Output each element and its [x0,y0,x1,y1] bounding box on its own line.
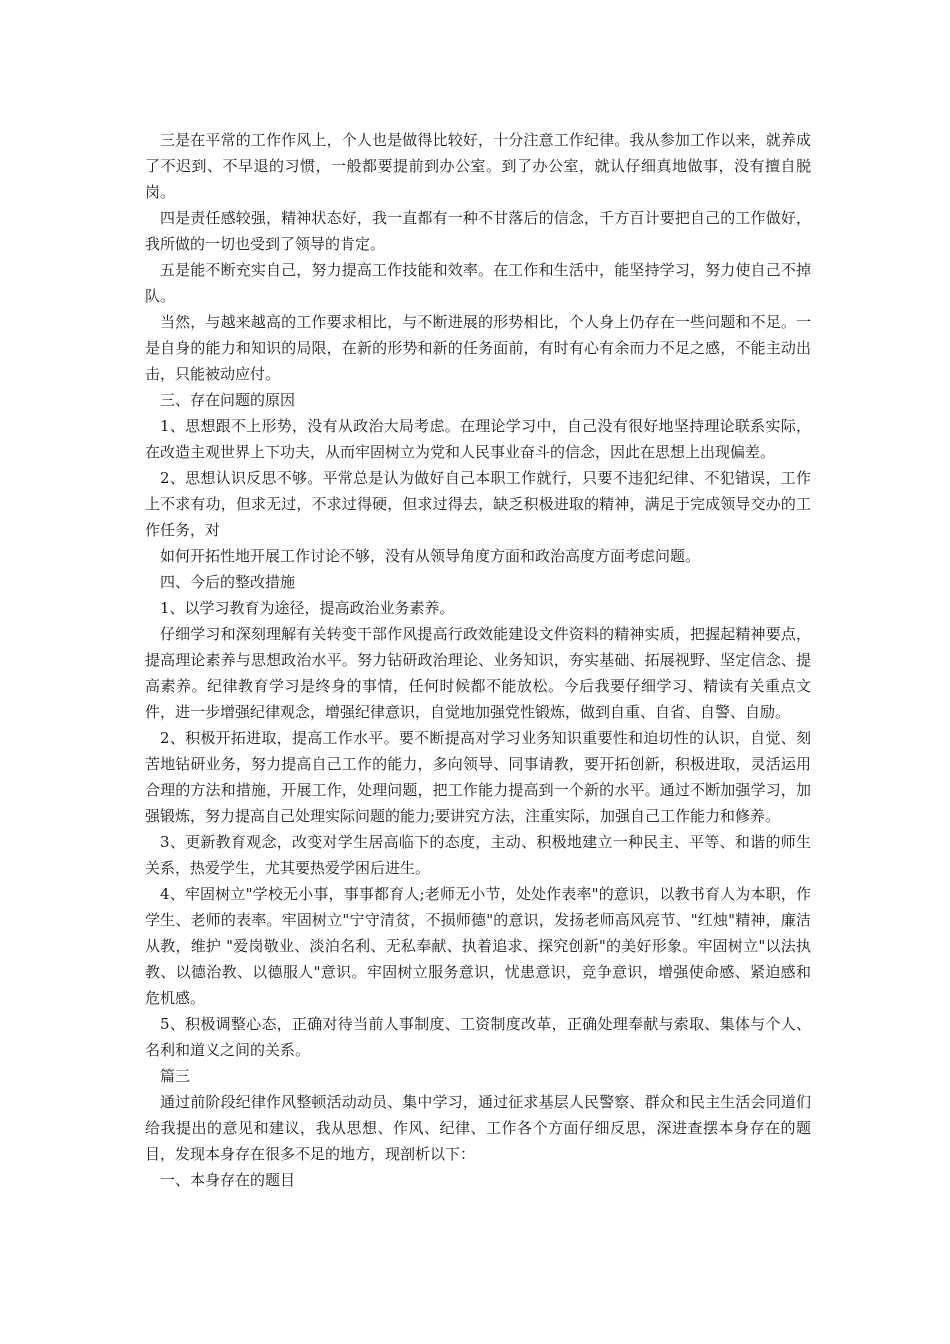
paragraph-measure-1-body: 仔细学习和深刻理解有关转变干部作风提高行政效能建设文件资料的精神实质，把握起精神要点，提高理论素养与思想政治水平。努力钻研政治理论、业务知识，夯实基础、拓展视野、坚定信念、提高素养。纪律教育学习是终身的事情，任何时候都不能放松。今后我要仔细学习、精读有关重点文件，进一步增强纪律观念，增强纪律意识，自觉地加强党性锻炼，做到自重、自省、自警、自励。 [145,625,811,721]
paragraph-cause-2-continued: 如何开拓性地开展工作讨论不够，没有从领导角度方面和政治高度方面考虑问题。 [160,547,701,565]
heading-existing-problems: 一、本身存在的题目 [160,1171,296,1189]
paragraph-cause-2: 2、思想认识反思不够。平常总是认为做好自己本职工作就行，只要不违犯纪律、不犯错误，工作上不求有功，但求无过，不求过得硬，但求过得去，缺乏积极进取的精神，满足于完成领导交办的工作任务，对 [145,469,811,539]
paragraph-measure-5: 5、积极调整心态，正确对待当前人事制度、工资制度改革，正确处理奉献与索取、集体与个人、名利和道义之间的关系。 [145,1015,811,1059]
paragraph-part-three-intro: 通过前阶段纪律作风整顿活动动员、集中学习，通过征求基层人民警察、群众和民主生活会同道们给我提出的意见和建议，我从思想、作风、纪律、工作各个方面仔细反思，深进查摆本身存在的题目，发现本身存在很多不足的地方，现剖析以下： [145,1093,811,1163]
paragraph-measure-4: 4、牢固树立"学校无小事，事事都育人;老师无小节，处处作表率"的意识，以教书育人为本职，作学生、老师的表率。牢固树立"宁守清贫，不损师德"的意识，发扬老师高风亮节、"红烛"精神，廉洁从教，维护 "爱岗敬业、淡泊名利、无私奉献、执着追求、探究创新"的美好形象。牢固树立"以法执教、以德治教、以德服人"意识。牢固树立服务意识，忧患意识，竞争意识，增强使命感、紧迫感和危机感。 [145,885,811,1007]
paragraph-responsibility: 四是责任感较强，精神状态好，我一直都有一种不甘落后的信念，千方百计要把自己的工作做好，我所做的一切也受到了领导的肯定。 [145,209,811,253]
paragraph-self-improvement: 五是能不断充实自己，努力提高工作技能和效率。在工作和生活中，能坚持学习，努力使自己不掉队。 [145,261,811,305]
heading-rectification-measures: 四、今后的整改措施 [160,573,296,591]
paragraph-measure-3: 3、更新教育观念，改变对学生居高临下的态度，主动、积极地建立一种民主、平等、和谐的师生关系，热爱学生，尤其要热爱学困后进生。 [145,833,811,877]
paragraph-shortcomings: 当然，与越来越高的工作要求相比，与不断进展的形势相比，个人身上仍存在一些问题和不足。一是自身的能力和知识的局限，在新的形势和新的任务面前，有时有心有余而力不足之感，不能主动出击，只能被动应付。 [145,313,811,383]
document-body [145,127,811,1193]
paragraph-work-style: 三是在平常的工作作风上，个人也是做得比较好，十分注意工作纪律。我从参加工作以来，就养成了不迟到、不早退的习惯，一般都要提前到办公室。到了办公室，就认仔细真地做事，没有擅自脱岗。 [145,131,811,201]
paragraph-measure-1-title: 1、以学习教育为途径，提高政治业务素养。 [160,599,455,617]
paragraph-cause-1: 1、思想跟不上形势，没有从政治大局考虑。在理论学习中，自己没有很好地坚持理论联系实际，在改造主观世界上下功夫，从而牢固树立为党和人民事业奋斗的信念，因此在思想上出现偏差。 [145,417,811,461]
heading-problem-causes: 三、存在问题的原因 [160,391,296,409]
heading-part-three: 篇三 [160,1067,191,1085]
paragraph-measure-2: 2、积极开拓进取，提高工作水平。要不断提高对学习业务知识重要性和迫切性的认识，自觉、刻苦地钻研业务，努力提高自己工作的能力，多向领导、同事请教，要开拓创新，积极进取，灵活运用合理的方法和措施，开展工作，处理问题，把工作能力提高到一个新的水平。通过不断加强学习，加强锻炼，努力提高自己处理实际问题的能力;要讲究方法，注重实际，加强自己工作能力和修养。 [145,729,811,825]
